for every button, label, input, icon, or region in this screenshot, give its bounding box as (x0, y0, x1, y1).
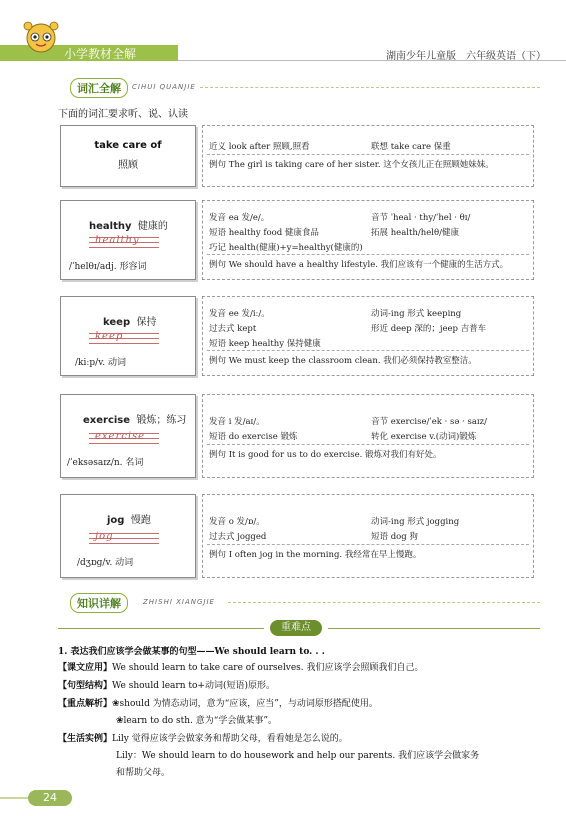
intro-text: 下面的词汇要求听、说、认读 (58, 109, 188, 120)
handwriting-lines (89, 235, 159, 251)
word-card-take-care-of (60, 125, 196, 187)
section-divider (228, 602, 540, 603)
key-line-right (328, 628, 540, 629)
detail-row: 过去式 kept (209, 324, 257, 334)
section-tag-vocabulary: 词汇全解 (70, 78, 128, 98)
detail-row: 短语 do exercise 锻炼 (209, 432, 298, 442)
word-pos: v. 动词 (105, 558, 134, 568)
word-term: take care of (94, 140, 162, 151)
word-meaning: 健康的 (137, 221, 168, 232)
knowledge-heading: 1. 表达我们应该学会做某事的句型——We should learn to. . . (58, 647, 325, 657)
item-label: 【重点解析】 (58, 699, 113, 709)
row-divider (207, 350, 529, 351)
book-title: 小学教材全解 (64, 47, 137, 61)
word-detail-take-care-of (202, 125, 534, 187)
detail-row: 例句 We should have a healthy lifestyle. 我们应该有一个健康的生活方式。 (209, 260, 509, 270)
detail-row: 过去式 jogged (209, 532, 267, 542)
detail-row: 音节 ˈheal · thy/ˈhel · θɪ/ (371, 213, 471, 223)
key-points-badge: 重难点 (270, 620, 322, 636)
detail-row: 音节 exercise/ˈek · sə · saɪz/ (371, 417, 487, 427)
word-phonetic: /kiːp/ (75, 358, 99, 368)
detail-row: 例句 I often jog in the morning. 我经常在早上慢跑。 (209, 550, 422, 560)
word-meaning: 保持 (136, 317, 157, 328)
row-divider (207, 254, 529, 255)
handwriting-word: keep (95, 331, 124, 342)
detail-row: 例句 We must keep the classroom clean. 我们必须保持教室整洁。 (209, 356, 477, 366)
word-meaning: 慢跑 (130, 515, 151, 526)
page-number: 24 (28, 790, 72, 806)
word-meaning: 锻炼；练习 (136, 415, 187, 426)
detail-row: 短语 dog 狗 (371, 532, 418, 542)
detail-row: 发音 o 发/ɒ/。 (209, 517, 265, 527)
word-meaning: 照顾 (118, 160, 138, 171)
book-edition: 湖南少年儿童版 六年级英语（下） (386, 51, 546, 62)
row-divider (207, 154, 529, 155)
section-pinyin-vocabulary: CIHUI QUANJIE (132, 83, 196, 91)
word-card-keep (60, 296, 196, 376)
detail-row: 动词-ing 形式 jogging (371, 517, 460, 527)
detail-row: 例句 The girl is taking care of her sister. 这个女孩儿正在照顾她妹妹。 (209, 160, 494, 170)
detail-row: 近义 look after 照顾,照看 (209, 142, 310, 152)
detail-row: 联想 take care 保重 (371, 142, 451, 152)
handwriting-lines (89, 331, 159, 347)
item-label: 【课文应用】 (58, 663, 113, 673)
section-divider (200, 87, 540, 88)
item-text: Lily 觉得应该学会做家务和帮助父母，看看她是怎么说的。 (112, 734, 348, 744)
mascot-icon (18, 20, 64, 66)
section-pinyin-knowledge: ZHISHI XIANGJIE (143, 598, 215, 606)
section-tag-knowledge: 知识详解 (70, 593, 128, 613)
detail-row: 短语 keep healthy 保持健康 (209, 339, 321, 349)
word-pos: adj. 形容词 (99, 262, 147, 272)
item-label: 【句型结构】 (58, 681, 113, 691)
detail-row: 发音 i 发/aɪ/。 (209, 417, 265, 427)
handwriting-lines (89, 431, 159, 447)
item-text: ❀learn to do sth. 意为“学会做某事”。 (116, 716, 277, 726)
detail-row: 形近 deep 深的；jeep 吉普车 (371, 324, 487, 334)
detail-row: 转化 exercise v.(动词)锻炼 (371, 432, 477, 442)
detail-row: 发音 ea 发/e/。 (209, 213, 270, 223)
word-phonetic: /ˈhelθɪ/ (69, 262, 100, 272)
detail-row: 例句 It is good for us to do exercise. 锻炼对我们有好处。 (209, 450, 442, 460)
row-divider (207, 544, 529, 545)
handwriting-lines (89, 531, 159, 547)
detail-row: 动词-ing 形式 keeping (371, 309, 462, 319)
handwriting-word: jog (95, 531, 114, 542)
detail-row: 拓展 health/helθ/健康 (371, 228, 459, 238)
word-term: healthy (89, 221, 132, 232)
item-text: We should learn to+动词(短语)原形。 (112, 681, 275, 691)
word-detail-healthy (202, 200, 534, 280)
item-text: We should learn to take care of ourselves. 我们应该学会照顾我们自己。 (112, 663, 424, 673)
word-detail-keep (202, 296, 534, 376)
word-pos: n. 名词 (113, 458, 144, 468)
detail-row: 巧记 health(健康)+y=healthy(健康的) (209, 243, 363, 253)
item-text: ❀should 为情态动词，意为“应该，应当”，与动词原形搭配使用。 (112, 699, 378, 709)
item-label: 【生活实例】 (58, 734, 113, 744)
word-term: keep (103, 317, 131, 328)
detail-row: 发音 ee 发/iː/。 (209, 309, 270, 319)
word-term: jog (107, 515, 125, 526)
word-pos: v. 动词 (98, 358, 126, 368)
item-text: 和帮助父母。 (116, 768, 171, 778)
word-card-exercise (60, 394, 196, 478)
word-phonetic: /ˈeksəsaɪz/ (67, 458, 114, 468)
key-line-left (58, 628, 264, 629)
word-card-healthy (60, 200, 196, 280)
word-term: exercise (83, 415, 131, 426)
item-text: Lily：We should learn to do housework and help our parents. 我们应该学会做家务 (116, 751, 480, 761)
word-detail-exercise (202, 394, 534, 478)
handwriting-word: healthy (95, 235, 140, 246)
word-card-jog (60, 494, 196, 578)
detail-row: 短语 healthy food 健康食品 (209, 228, 319, 238)
row-divider (207, 444, 529, 445)
word-detail-jog (202, 494, 534, 578)
handwriting-word: exercise (95, 431, 146, 442)
word-phonetic: /dʒɒg/ (77, 558, 106, 568)
